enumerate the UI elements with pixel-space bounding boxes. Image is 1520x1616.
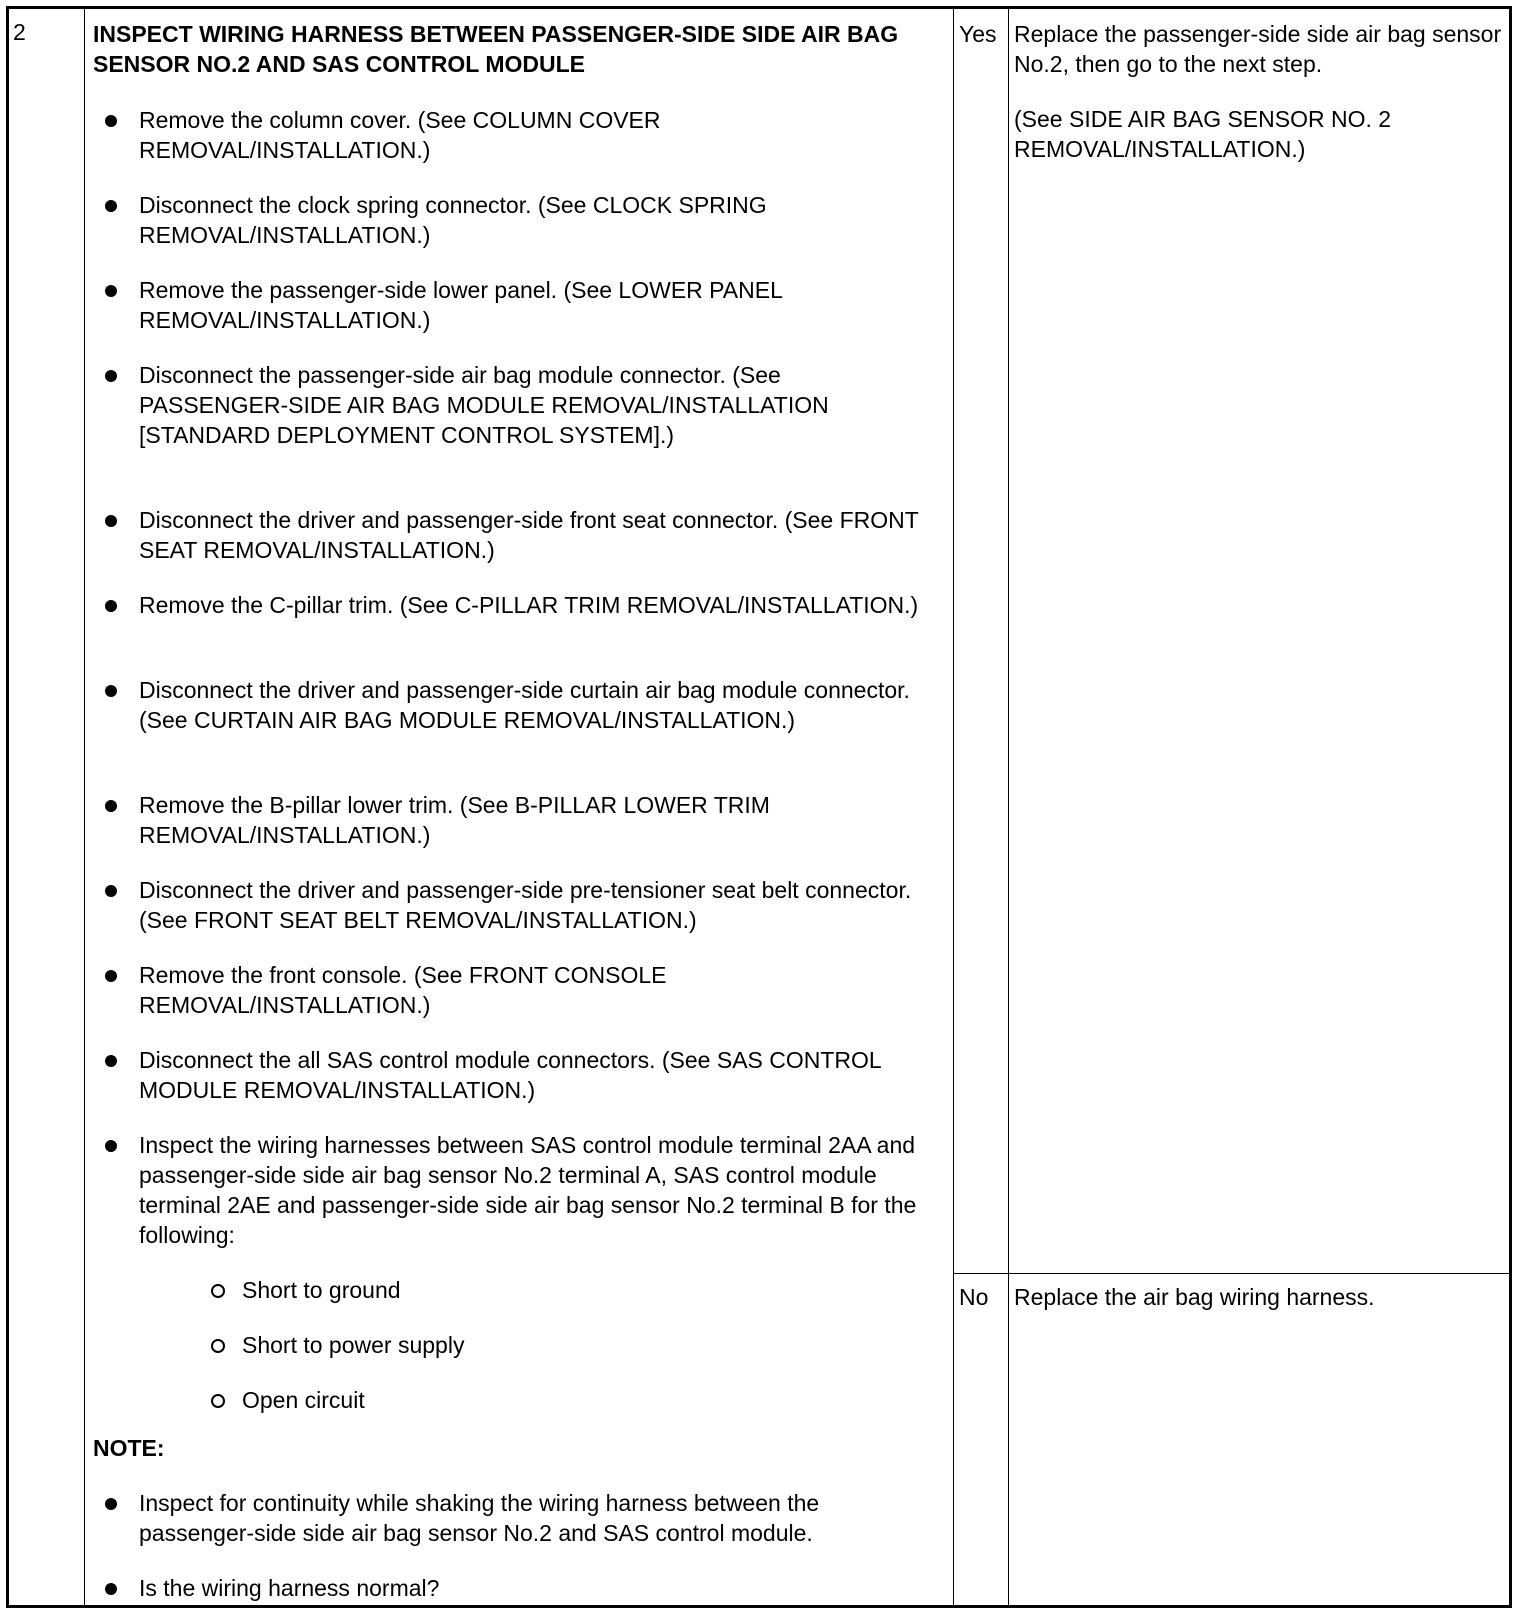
action-item: [139, 190, 929, 250]
bullet-icon: [105, 1583, 117, 1595]
condition-item: [242, 1275, 902, 1305]
bullet-icon: [105, 885, 117, 897]
condition-text: Open circuit: [242, 1387, 365, 1413]
action-text: Disconnect the passenger-side air bag module connector. (See PASSENGER-SIDE AIR BAG MODULE REMOVAL/INSTALLATION [STANDARD DEPLOYMENT CONTROL SYSTEM].): [139, 362, 829, 448]
action-text: Remove the C-pillar trim. (See C-PILLAR TRIM REMOVAL/INSTALLATION.): [139, 592, 919, 618]
action-item: [139, 960, 929, 1020]
column-divider-answer: [1008, 9, 1009, 1605]
step-heading: INSPECT WIRING HARNESS BETWEEN PASSENGER-SIDE SIDE AIR BAG SENSOR NO.2 AND SAS CONTROL MODULE: [93, 21, 899, 77]
bullet-icon: [105, 1498, 117, 1510]
bullet-icon: [105, 115, 117, 127]
bullet-icon: [105, 370, 117, 382]
action-item: [139, 105, 929, 165]
action-text: Disconnect the driver and passenger-side curtain air bag module connector. (See CURTAIN AIR BAG MODULE REMOVAL/INSTALLATION.): [139, 677, 910, 733]
bullet-icon: [105, 685, 117, 697]
action-item: [139, 275, 929, 335]
bullet-icon: [105, 1055, 117, 1067]
action-text: Remove the column cover. (See COLUMN COVER REMOVAL/INSTALLATION.): [139, 107, 661, 163]
condition-item: [242, 1330, 902, 1360]
bullet-icon: [105, 800, 117, 812]
action-text: Remove the B-pillar lower trim. (See B-PILLAR LOWER TRIM REMOVAL/INSTALLATION.): [139, 792, 770, 848]
condition-text: Short to ground: [242, 1277, 401, 1303]
action-text: Inspect the wiring harnesses between SAS control module terminal 2AA and passenger-side side air bag sensor No.2 terminal A, SAS control module terminal 2AE and passenger-side side air bag sensor No.2 terminal B for the following:: [139, 1132, 917, 1248]
yes-result-reference: (See SIDE AIR BAG SENSOR NO. 2 REMOVAL/INSTALLATION.): [1014, 106, 1392, 162]
step-number: 2: [13, 19, 26, 45]
row-divider-yes-no: [953, 1273, 1509, 1274]
action-text: Disconnect the clock spring connector. (See CLOCK SPRING REMOVAL/INSTALLATION.): [139, 192, 767, 248]
bullet-icon: [105, 515, 117, 527]
action-item: [139, 1130, 929, 1250]
action-item: [139, 875, 929, 935]
note-item: [139, 1488, 929, 1548]
action-text: Disconnect the driver and passenger-side pre-tensioner seat belt connector. (See FRONT SEAT BELT REMOVAL/INSTALLATION.): [139, 877, 912, 933]
ring-bullet-icon: [211, 1339, 225, 1353]
diagnostic-step-table: [6, 6, 1512, 1608]
note-text: Is the wiring harness normal?: [139, 1575, 440, 1601]
ring-bullet-icon: [211, 1284, 225, 1298]
bullet-icon: [105, 970, 117, 982]
action-text: Disconnect the all SAS control module connectors. (See SAS CONTROL MODULE REMOVAL/INSTALLATION.): [139, 1047, 881, 1103]
yes-result-action: Replace the passenger-side side air bag sensor No.2, then go to the next step.: [1014, 21, 1502, 77]
note-text: Inspect for continuity while shaking the wiring harness between the passenger-side side air bag sensor No.2 and SAS control module.: [139, 1490, 820, 1546]
bullet-icon: [105, 285, 117, 297]
answer-yes-label: Yes: [959, 21, 997, 47]
ring-bullet-icon: [211, 1394, 225, 1408]
note-item: [139, 1573, 929, 1603]
action-text: Disconnect the driver and passenger-side front seat connector. (See FRONT SEAT REMOVAL/INSTALLATION.): [139, 507, 919, 563]
condition-text: Short to power supply: [242, 1332, 465, 1358]
action-item: [139, 675, 929, 735]
no-result-action: Replace the air bag wiring harness.: [1014, 1284, 1375, 1310]
note-label: NOTE:: [93, 1435, 165, 1461]
action-item: [139, 1045, 929, 1105]
condition-item: [242, 1385, 902, 1415]
answer-no-label: No: [959, 1284, 989, 1310]
action-text: Remove the front console. (See FRONT CONSOLE REMOVAL/INSTALLATION.): [139, 962, 667, 1018]
action-text: Remove the passenger-side lower panel. (See LOWER PANEL REMOVAL/INSTALLATION.): [139, 277, 783, 333]
bullet-icon: [105, 600, 117, 612]
bullet-icon: [105, 200, 117, 212]
action-item: [139, 360, 929, 450]
bullet-icon: [105, 1140, 117, 1152]
action-item: [139, 505, 929, 565]
action-item: [139, 590, 929, 620]
action-item: [139, 790, 929, 850]
column-divider-step: [84, 9, 85, 1605]
column-divider-inspection: [953, 9, 954, 1605]
